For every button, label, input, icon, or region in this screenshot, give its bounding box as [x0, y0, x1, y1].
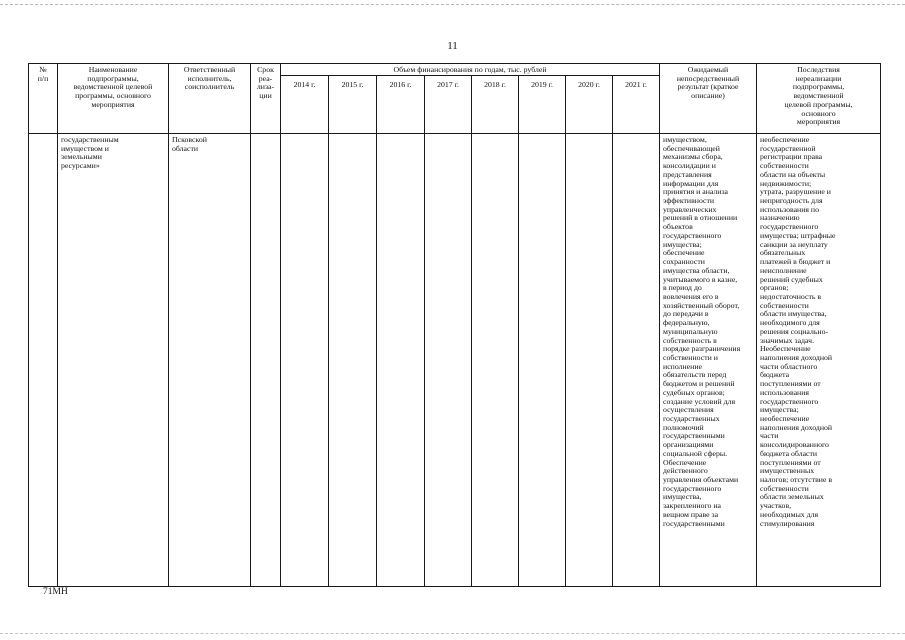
cell-num: [29, 134, 58, 587]
document-code: 71MH: [43, 587, 68, 597]
header-year: 2015 г.: [329, 76, 377, 134]
cell-year-value: [377, 134, 425, 587]
header-year: 2018 г.: [472, 76, 519, 134]
table-row: [29, 134, 881, 587]
cell-year-value: [566, 134, 613, 587]
page-number: 11: [447, 40, 458, 52]
header-year: 2017 г.: [425, 76, 472, 134]
cell-executor: Псковской области: [169, 134, 251, 587]
header-year: 2020 г.: [566, 76, 613, 134]
cell-year-value: [613, 134, 660, 587]
cell-consequences: необеспечение государственной регистрации права собственности области на объекты недвижимости; утрата, разрушение и непригодность для использования по назначению государственного имущества; штрафные санкции за неуплату обязательных платежей в бюджет и неисполнение решений судебных органов; недостаточность в собственности области имущества, необходимого для решения социально- значимых задач. Необеспечение наполнения доходной части областного бюджета поступлениями от использования государственного имущества; необеспечение наполнения доходной части консолидированного бюджета области поступлениями от имущественных налогов; отсутствие в собственности области земельных участков, необходимых для стимулирования: [757, 134, 881, 587]
header-term: Срок реа- лиза- ции: [251, 64, 281, 134]
header-year: 2021 г.: [613, 76, 660, 134]
cell-result: имуществом, обеспечивающей механизмы сбора, консолидации и представления информации для принятия и анализа эффективности управленческих решений в отношении объектов государственного имущества; обеспечение сохранности имущества области, учитываемого в казне, в период до вовлечения его в хозяйственный оборот, до передачи в федеральную, муниципальную собственность в порядке разграничения собственности и исполнение обязательств перед бюджетом и решений судебных органов; создание условий для осуществления государственных полномочий государственными организациями социальной сферы. Обеспечение действенного управления объектами государственного имущества, закрепленного на вещном праве за государственными: [660, 134, 757, 587]
cell-year-value: [472, 134, 519, 587]
top-edge-line: [0, 4, 905, 5]
header-name: Наименование подпрограммы, ведомственной целевой программы, основного мероприятия: [58, 64, 169, 134]
cell-year-value: [519, 134, 566, 587]
header-year: 2019 г.: [519, 76, 566, 134]
header-num: № п/п: [29, 64, 58, 134]
header-funding: Объем финансирования по годам, тыс. рублей: [281, 64, 660, 76]
cell-year-value: [281, 134, 329, 587]
header-consequences: Последствия нереализации подпрограммы, ведомственной целевой программы, основного мероприятия: [757, 64, 881, 134]
header-result: Ожидаемый непосредственный результат (краткое описание): [660, 64, 757, 134]
bottom-edge-line: [0, 633, 905, 634]
header-executor: Ответственный исполнитель, соисполнитель: [169, 64, 251, 134]
header-year: 2016 г.: [377, 76, 425, 134]
financing-table: [28, 63, 881, 587]
cell-year-value: [425, 134, 472, 587]
header-year: 2014 г.: [281, 76, 329, 134]
cell-term: [251, 134, 281, 587]
cell-name: государственным имуществом и земельными ресурсами»: [58, 134, 169, 587]
cell-year-value: [329, 134, 377, 587]
